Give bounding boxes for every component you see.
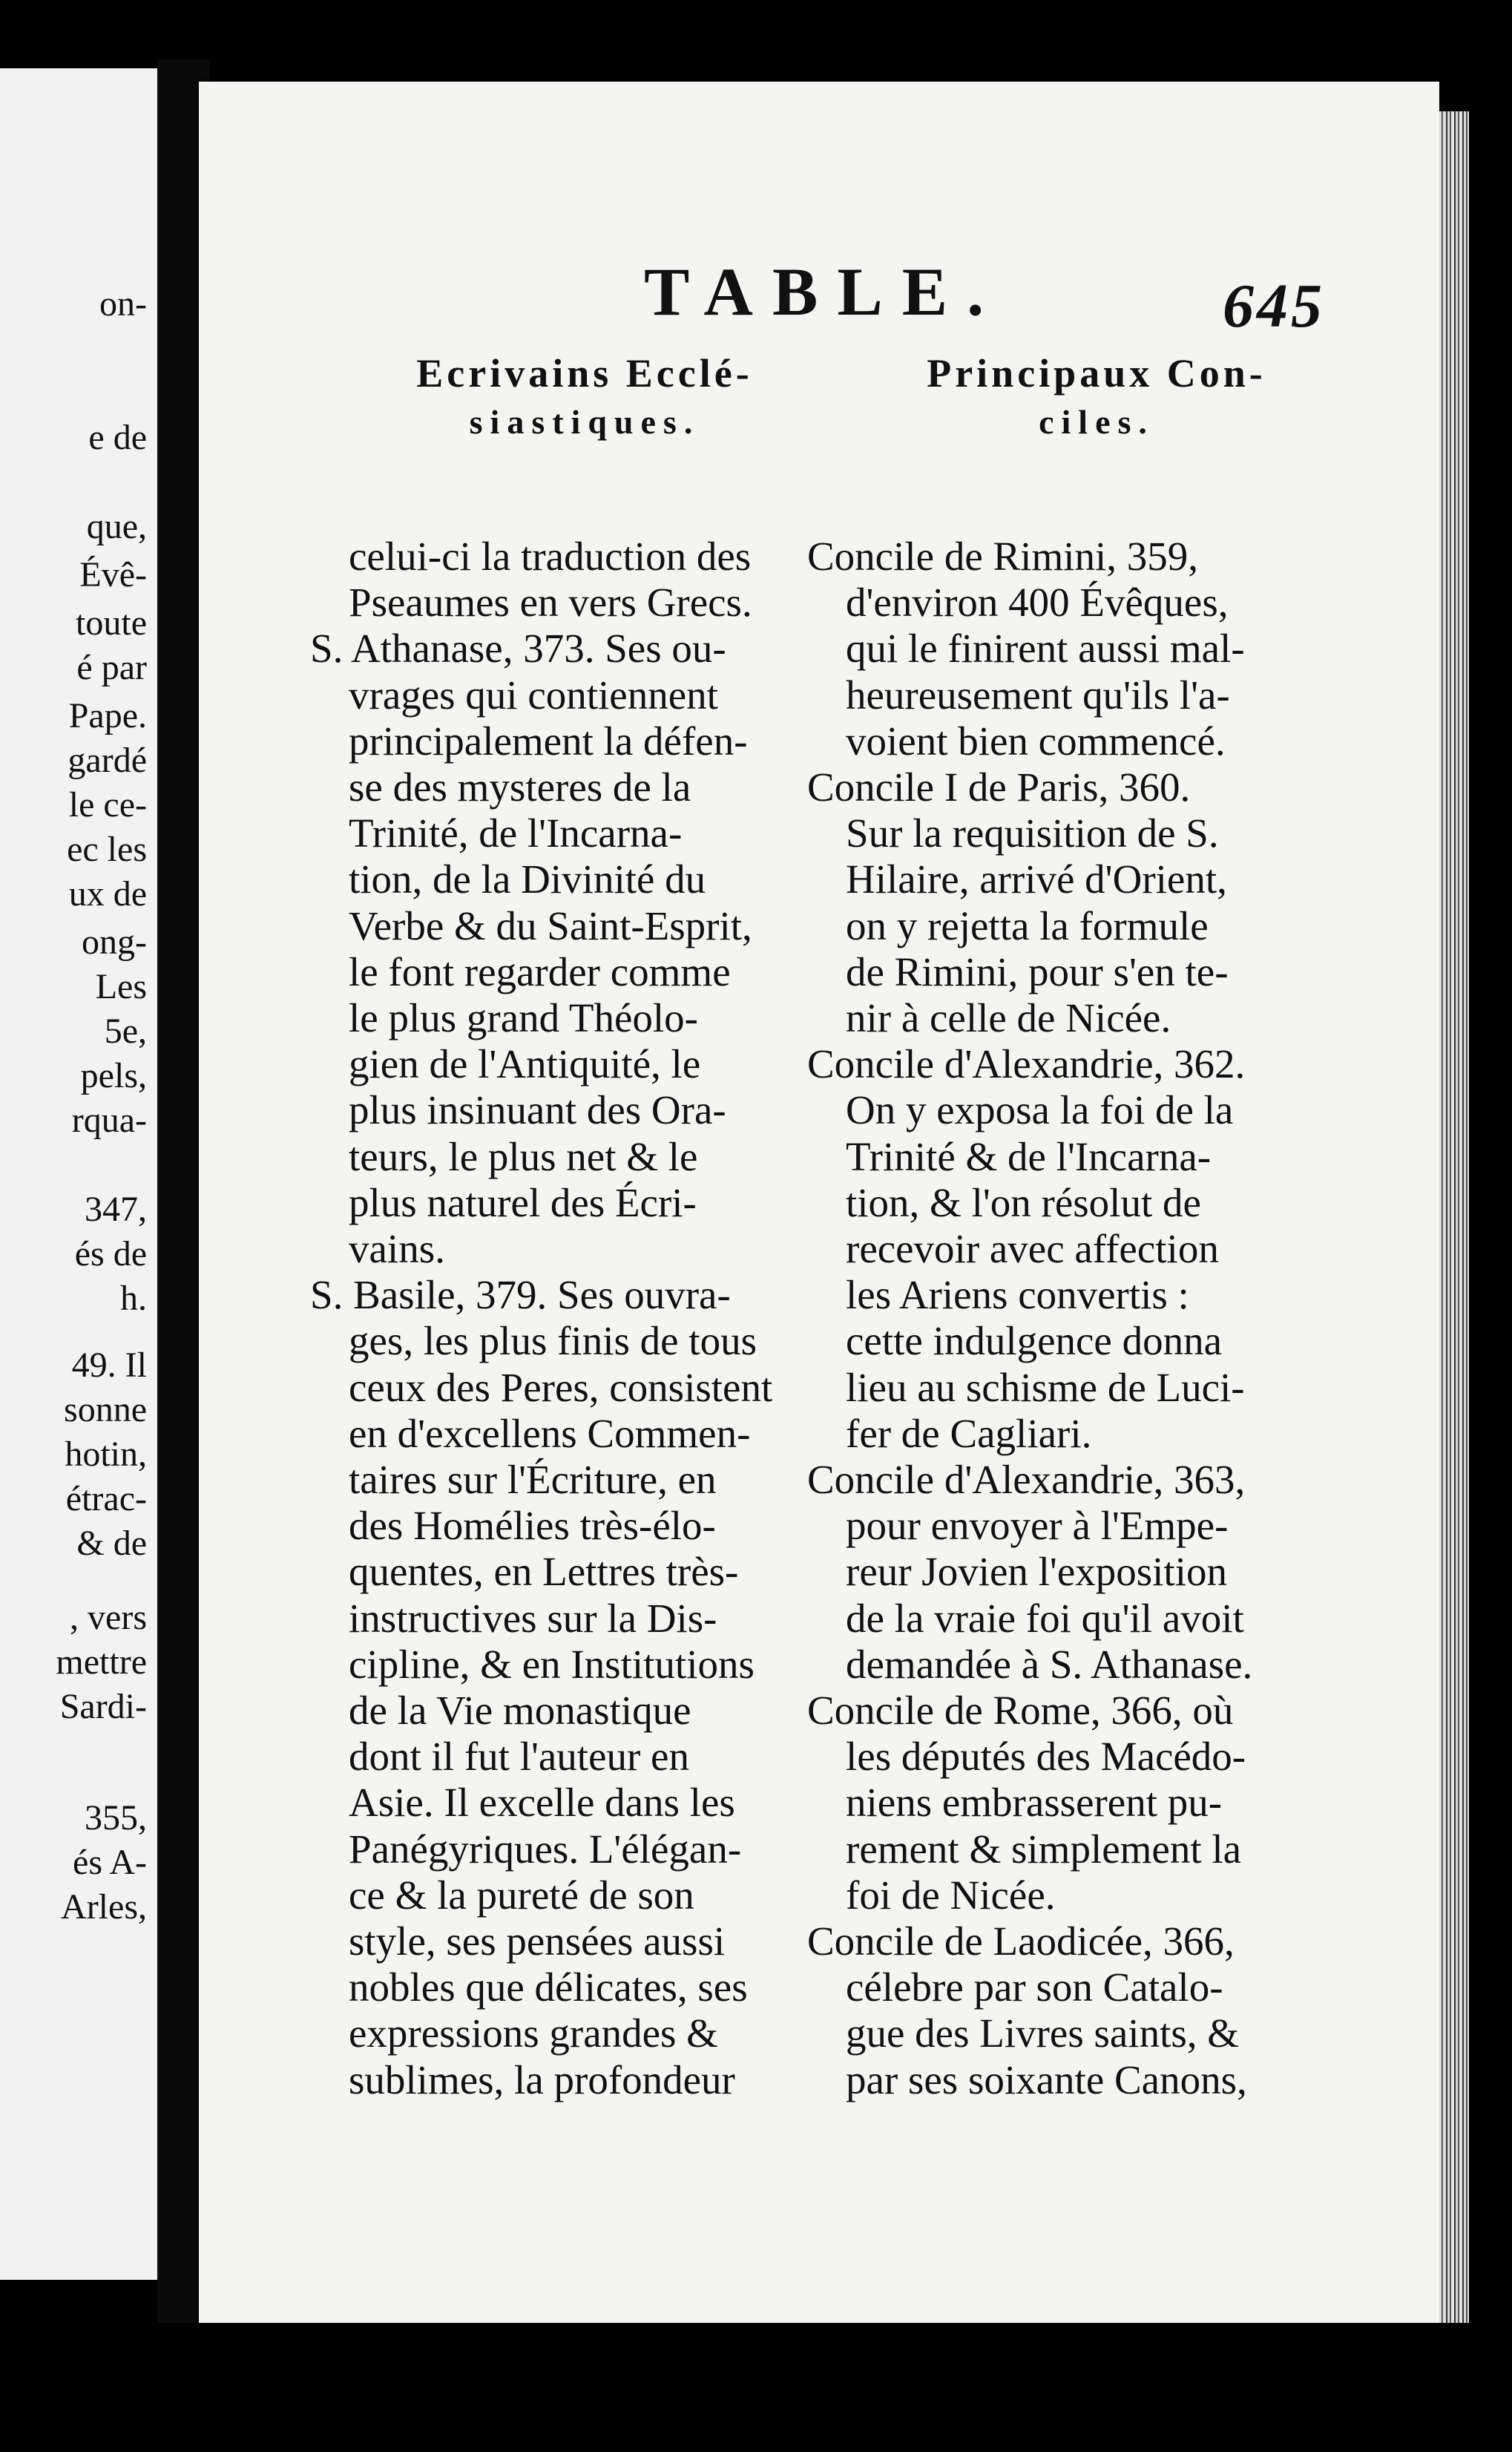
text-line: Concile I de Paris, 360. [807, 764, 1191, 810]
prev-page-text-fragment: ux de [68, 874, 147, 914]
prev-page-text-fragment: 5e, [104, 1012, 147, 1051]
text-line: Verbe & du Saint-Esprit, [349, 902, 752, 948]
text-line: dont il fut l'auteur en [349, 1734, 689, 1780]
text-line: ges, les plus finis de tous [349, 1318, 757, 1364]
text-line: vains. [349, 1226, 445, 1271]
prev-page-text-fragment: hotin, [65, 1435, 147, 1474]
text-line: en d'excellens Commen- [349, 1410, 751, 1456]
text-line: on y rejetta la formule [846, 902, 1209, 948]
prev-page-text-fragment: mettre [56, 1642, 147, 1682]
text-line: gue des Livres saints, & [846, 2010, 1240, 2056]
prev-page-text-fragment: étrac- [65, 1479, 147, 1518]
text-line: Concile d'Alexandrie, 363, [807, 1457, 1246, 1502]
text-line: se des mysteres de la [349, 764, 691, 810]
text-line: Hilaire, arrivé d'Orient, [846, 856, 1227, 902]
text-line: gien de l'Antiquité, le [349, 1041, 701, 1087]
text-line: lieu au schisme de Luci- [846, 1364, 1245, 1410]
page-edges [1439, 111, 1469, 2323]
text-line: style, ses pensées aussi [349, 1918, 726, 1964]
prev-page-text-fragment: on- [99, 284, 147, 324]
left-heading-line1: Ecrivains Ecclé- [416, 351, 753, 396]
text-line: rement & simplement la [846, 1826, 1242, 1872]
text-line: pour envoyer à l'Empe- [846, 1503, 1229, 1549]
text-line: Panégyriques. L'élégan- [349, 1826, 742, 1872]
text-line: celui-ci la traduction des [349, 534, 752, 579]
text-line: principalement la défen- [349, 718, 748, 764]
prev-page-text-fragment: sonne [64, 1390, 147, 1429]
text-line: quentes, en Lettres très- [349, 1549, 739, 1595]
prev-page-text-fragment: gardé [68, 741, 147, 780]
text-line: cette indulgence donna [846, 1318, 1223, 1364]
text-line: S. Athanase, 373. Ses ou- [310, 626, 726, 672]
text-line: Concile de Laodicée, 366, [807, 1918, 1235, 1964]
text-line: Concile de Rimini, 359, [807, 534, 1199, 579]
text-line: par ses soixante Canons, [846, 2056, 1247, 2102]
text-line: Pseaumes en vers Grecs. [349, 580, 752, 626]
running-head [199, 252, 1439, 341]
text-line: ceux des Peres, consistent [349, 1364, 773, 1410]
prev-page-text-fragment: Évê- [79, 555, 147, 594]
left-heading-line2: siastiques. [469, 403, 700, 441]
page-number: 645 [1223, 272, 1325, 341]
previous-page-fragment [0, 68, 160, 2280]
text-line: teurs, le plus net & le [349, 1133, 698, 1179]
text-line: célebre par son Catalo- [846, 1964, 1223, 2010]
text-line: instructives sur la Dis- [349, 1595, 717, 1641]
prev-page-text-fragment: Les [95, 967, 147, 1006]
prev-page-text-fragment: 49. Il [71, 1345, 147, 1385]
text-line: Concile de Rome, 366, où [807, 1688, 1234, 1733]
prev-page-text-fragment: & de [76, 1524, 147, 1563]
prev-page-text-fragment: que, [86, 507, 147, 546]
text-line: fer de Cagliari. [846, 1410, 1092, 1456]
text-line: On y exposa la foi de la [846, 1087, 1234, 1133]
prev-page-text-fragment: 347, [85, 1190, 147, 1229]
text-line: tion, & l'on résolut de [846, 1179, 1201, 1225]
text-line: reur Jovien l'exposition [846, 1549, 1227, 1595]
prev-page-text-fragment: e de [88, 418, 147, 457]
text-line: heureusement qu'ils l'a- [846, 672, 1230, 718]
prev-page-text-fragment: 355, [85, 1798, 147, 1838]
text-line: demandée à S. Athanase. [846, 1641, 1253, 1687]
text-line: les députés des Macédo- [846, 1734, 1246, 1780]
prev-page-text-fragment: Pape. [68, 696, 147, 735]
text-line: les Ariens convertis : [846, 1272, 1189, 1318]
book-page [199, 82, 1439, 2323]
text-line: le plus grand Théolo- [349, 995, 698, 1040]
text-line: Trinité, de l'Incarna- [349, 810, 683, 856]
text-line: taires sur l'Écriture, en [349, 1457, 717, 1502]
right-heading-line1: Principaux Con- [927, 351, 1266, 396]
text-line: cipline, & en Institutions [349, 1641, 755, 1687]
text-line: Concile d'Alexandrie, 362. [807, 1041, 1246, 1087]
text-line: plus naturel des Écri- [349, 1179, 697, 1225]
text-line: Sur la requisition de S. [846, 810, 1219, 856]
text-line: le font regarder comme [349, 948, 731, 994]
prev-page-text-fragment: és de [74, 1234, 147, 1273]
prev-page-text-fragment: és A- [73, 1843, 147, 1882]
text-line: de la Vie monastique [349, 1688, 691, 1733]
text-line: Trinité & de l'Incarna- [846, 1133, 1212, 1179]
prev-page-text-fragment: rqua- [71, 1101, 147, 1140]
prev-page-text-fragment: Sardi- [59, 1687, 147, 1726]
right-column-heading [807, 349, 1386, 447]
text-line: voient bien commencé. [846, 718, 1226, 764]
prev-page-text-fragment: pels, [80, 1056, 147, 1095]
text-line: foi de Nicée. [846, 1872, 1056, 1918]
text-line: de Rimini, pour s'en te- [846, 948, 1229, 994]
text-line: tion, de la Divinité du [349, 856, 706, 902]
text-line: Asie. Il excelle dans les [349, 1780, 735, 1826]
text-line: sublimes, la profondeur [349, 2056, 735, 2102]
prev-page-text-fragment: é par [76, 648, 147, 687]
text-line: niens embrasserent pu- [846, 1780, 1223, 1826]
left-column-heading [310, 349, 859, 447]
text-line: d'environ 400 Évêques, [846, 580, 1229, 626]
running-title: TABLE. [644, 254, 1004, 330]
text-line: vrages qui contiennent [349, 672, 718, 718]
prev-page-text-fragment: ong- [82, 922, 147, 962]
text-line: de la vraie foi qu'il avoit [846, 1595, 1244, 1641]
text-line: ce & la pureté de son [349, 1872, 694, 1918]
text-line: S. Basile, 379. Ses ouvra- [310, 1272, 731, 1318]
prev-page-text-fragment: Arles, [61, 1887, 147, 1927]
prev-page-text-fragment: ec les [67, 830, 147, 869]
right-heading-line2: ciles. [1039, 403, 1154, 441]
text-line: recevoir avec affection [846, 1226, 1219, 1271]
text-line: expressions grandes & [349, 2010, 718, 2056]
text-line: plus insinuant des Ora- [349, 1087, 726, 1133]
prev-page-text-fragment: h. [120, 1279, 147, 1318]
text-line: des Homélies très-élo- [349, 1503, 716, 1549]
text-line: qui le finirent aussi mal- [846, 626, 1245, 672]
text-line: nir à celle de Nicée. [846, 995, 1171, 1040]
text-line: nobles que délicates, ses [349, 1964, 748, 2010]
prev-page-text-fragment: toute [76, 603, 147, 643]
prev-page-text-fragment: le ce- [68, 785, 147, 825]
prev-page-text-fragment: , vers [70, 1598, 147, 1637]
